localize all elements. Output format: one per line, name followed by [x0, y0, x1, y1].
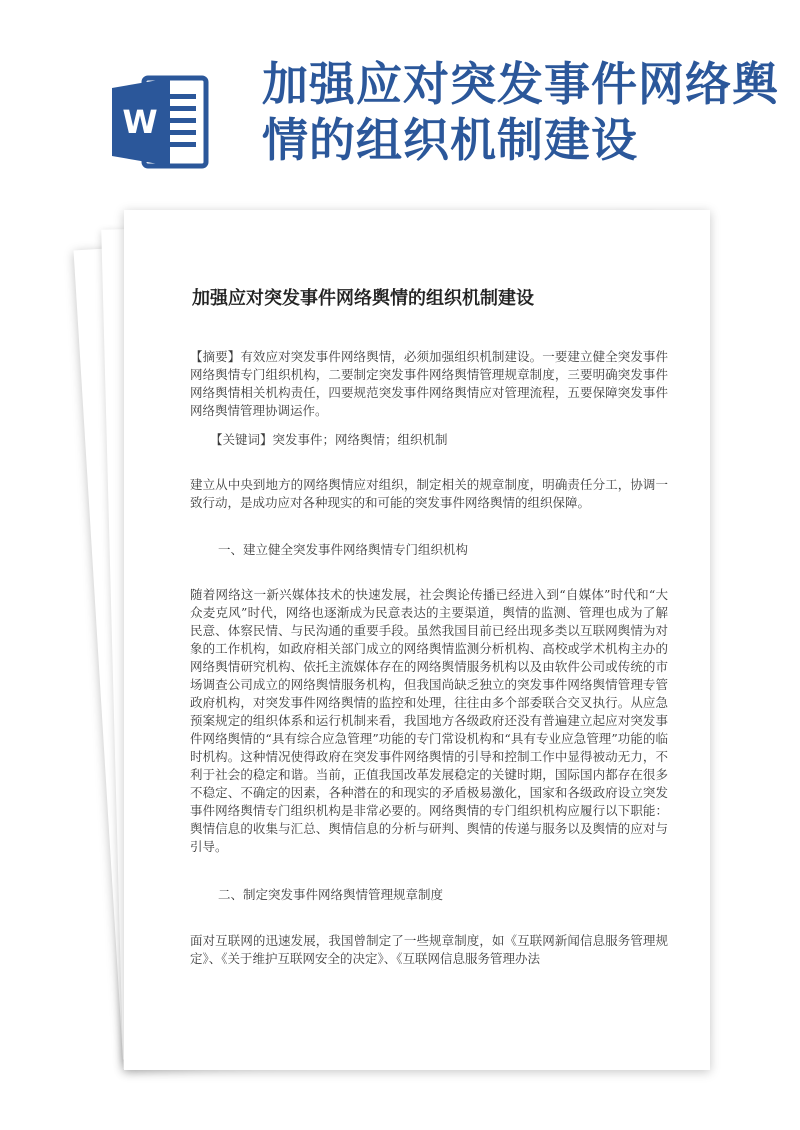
section-heading-1: 一、建立健全突发事件网络舆情专门组织机构	[218, 542, 469, 557]
section-heading-2: 二、制定突发事件网络舆情管理规章制度	[218, 887, 444, 902]
document-title: 加强应对突发事件网络舆情的组织机制建设	[192, 288, 534, 309]
section-body-1: 随着网络这一新兴媒体技术的快速发展，社会舆论传播已经进入到“自媒体”时代和“大众麦克风”时代，网络也逐渐成为民意表达的主要渠道，舆情的监测、管理也成为了解民意、体察民情、与民沟通的重要手段。虽然我国目前已经出现多类以互联网舆情为对象的工作机构，如政府相关部门成立的网络舆情监测分析机构、高校或学术机构主办的网络舆情研究机构、依托主流媒体存在的网络舆情服务机构以及由软件公司或传统的市场调查公司成立的网络舆情服务机构，但我国尚缺乏独立的突发事件网络舆情管理专管政府机构，对突发事件网络舆情的监控和处理，往往由多个部委联合交叉执行。从应急预案规定的组织体系和运行机制来看，我国地方各级政府还没有普遍建立起应对突发事件网络舆情的“具有综合应急管理”功能的专门常设机构和“具有专业应急管理”功能的临时机构。这种情况使得政府在突发事件网络舆情的引导和控制工作中显得被动无力，不利于社会的稳定和谐。当前，正值我国改革发展稳定的关键时期，国际国内都存在很多不稳定、不确定的因素，各种潜在的和现实的矛盾极易激化，国家和各级政府设立突发事件网络舆情专门组织机构是非常必要的。网络舆情的专门组织机构应履行以下职能：舆情信息的收集与汇总、舆情信息的分析与研判、舆情的传递与服务以及舆情的应对与引导。	[190, 587, 668, 854]
intro-paragraph: 建立从中央到地方的网络舆情应对组织，制定相关的规章制度，明确责任分工，协调一致行动，是成功应对各种现实的和可能的突发事件网络舆情的组织保障。	[190, 477, 668, 510]
word-document-icon	[108, 70, 212, 174]
abstract-paragraph: 【摘要】有效应对突发事件网络舆情，必须加强组织机制建设。一要建立健全突发事件网络舆情专门组织机构，二要制定突发事件网络舆情管理规章制度，三要明确突发事件网络舆情相关机构责任，四要规范突发事件网络舆情应对管理流程，五要保障突发事件网络舆情管理协调运作。	[190, 349, 668, 418]
svg-text:W: W	[122, 103, 158, 141]
section-body-2: 面对互联网的迅速发展，我国曾制定了一些规章制度，如《互联网新闻信息服务管理规定》、《关于维护互联网安全的决定》、《互联网信息服务管理办法	[190, 933, 668, 966]
header-title: 加强应对突发事件网络舆情的组织机制建设	[262, 57, 779, 167]
keywords-line: 【关键词】突发事件；网络舆情；组织机制	[210, 432, 448, 447]
document-page	[124, 210, 710, 1070]
